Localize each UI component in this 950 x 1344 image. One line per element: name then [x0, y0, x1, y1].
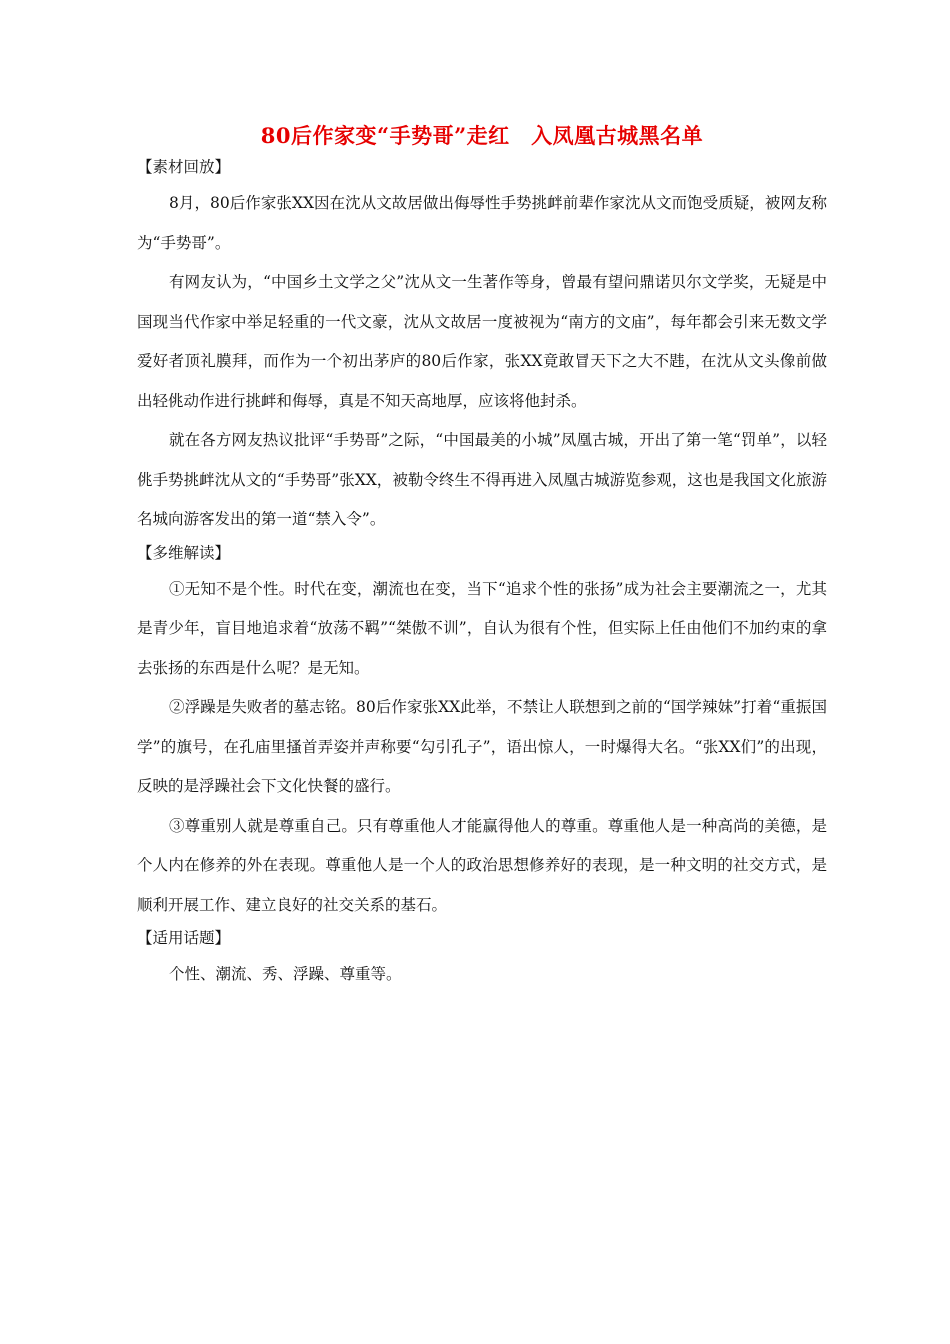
paragraph: 8月，80后作家张XX因在沈从文故居做出侮辱性手势挑衅前辈作家沈从文而饱受质疑，被网友称为“手势哥”。	[137, 194, 827, 252]
section-applicable-topics	[137, 925, 827, 995]
paragraph: ③尊重别人就是尊重自己。只有尊重他人才能赢得他人的尊重。尊重他人是一种高尚的美德，是个人内在修养的外在表现。尊重他人是一个人的政治思想修养好的表现，是一种文明的社交方式，是顺利开展工作、建立良好的社交关系的基石。	[137, 816, 827, 914]
section-heading: 【多维解读】	[137, 543, 231, 562]
section-multi-interpretation	[137, 540, 827, 926]
section-heading: 【适用话题】	[137, 929, 231, 947]
section-material-review	[137, 154, 827, 540]
paragraph: 有网友认为，“中国乡土文学之父”沈从文一生著作等身，曾最有望问鼎诺贝尔文学奖，无疑是中国现当代作家中举足轻重的一代文豪，沈从文故居一度被视为“南方的文庙”，每年都会引来无数文学爱好者顶礼膜拜，而作为一个初出茅庐的80后作家，张XX竟敢冒天下之大不韪，在沈从文头像前做出轻佻动作进行挑衅和侮辱，真是不知天高地厚，应该将他封杀。	[137, 273, 827, 410]
section-heading: 【素材回放】	[137, 158, 231, 176]
document-title: 80后作家变“手势哥”走红 入凤凰古城黑名单	[260, 123, 704, 148]
document-page	[137, 118, 827, 995]
paragraph: ①无知不是个性。时代在变，潮流也在变，当下“追求个性的张扬”成为社会主要潮流之一，尤其是青少年，盲目地追求着“放荡不羁”“桀傲不训”，自认为很有个性，但实际上任由他们不加约束的拿去张扬的东西是什么呢？是无知。	[137, 579, 827, 677]
paragraph: 就在各方网友热议批评“手势哥”之际，“中国最美的小城”凤凰古城，开出了第一笔“罚单”，以轻佻手势挑衅沈从文的“手势哥”张XX，被勒令终生不得再进入凤凰古城游览参观，这也是我国文化旅游名城向游客发出的第一道“禁入令”。	[137, 431, 827, 528]
paragraph: 个性、潮流、秀、浮躁、尊重等。	[169, 965, 402, 983]
paragraph: ②浮躁是失败者的墓志铭。80后作家张XX此举，不禁让人联想到之前的“国学辣妹”打着“重振国学”的旗号，在孔庙里搔首弄姿并声称要“勾引孔子”，语出惊人，一时爆得大名。“张XX们”的出现，反映的是浮躁社会下文化快餐的盛行。	[137, 698, 827, 795]
